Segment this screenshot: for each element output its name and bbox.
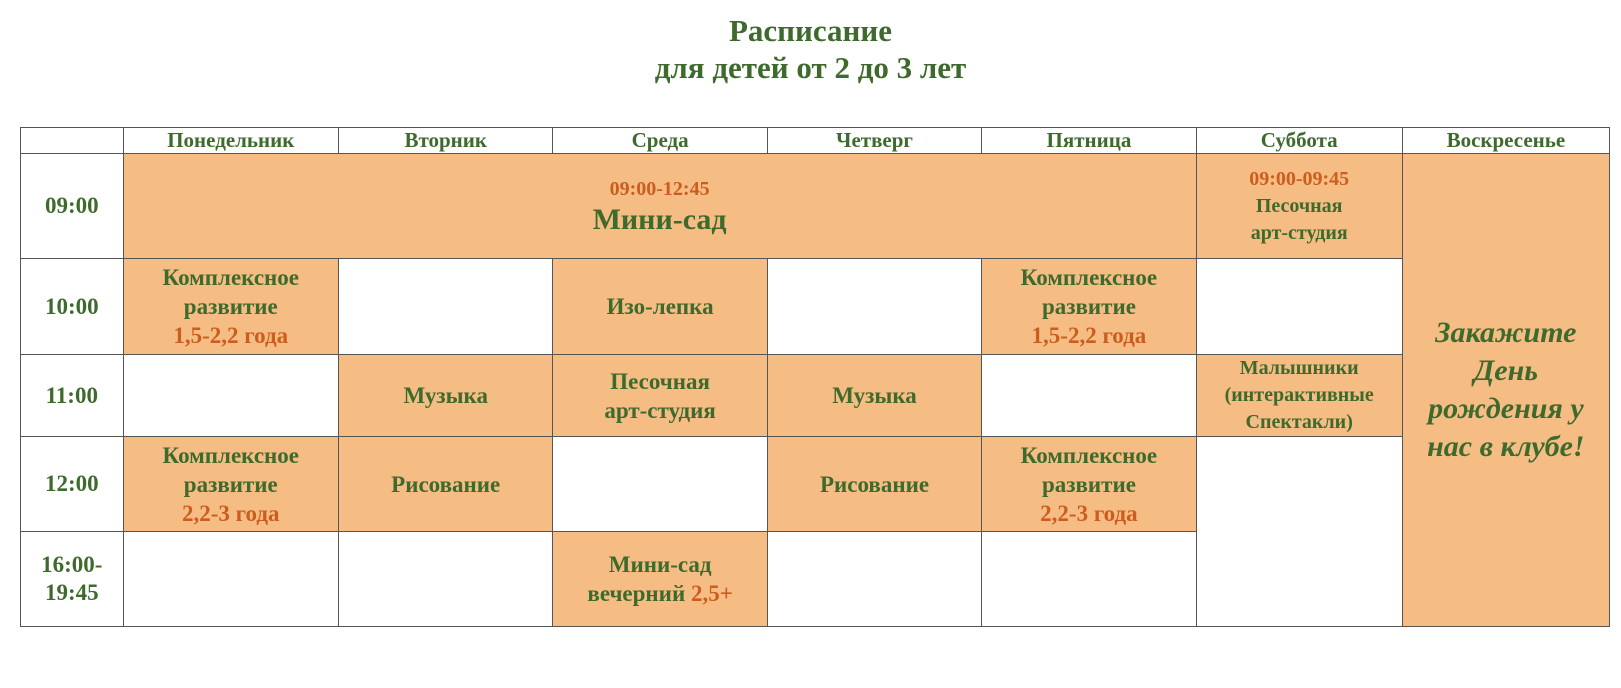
friday-1000-cell bbox=[982, 259, 1196, 355]
tuesday-1000-cell bbox=[339, 259, 553, 355]
day-header-thursday: Четверг bbox=[767, 128, 981, 154]
wednesday-1100-cell bbox=[553, 355, 767, 437]
monday-1200-cell bbox=[123, 437, 338, 532]
page-title bbox=[0, 12, 1621, 86]
row-1100 bbox=[21, 355, 1610, 437]
time-cell-1100: 11:00 bbox=[21, 355, 124, 437]
friday-1600-cell bbox=[982, 532, 1196, 627]
row-0900 bbox=[21, 154, 1610, 259]
wednesday-1600-age: 2,5+ bbox=[690, 581, 733, 606]
title-line-2: для детей от 2 до 3 лет bbox=[654, 50, 967, 85]
saturday-1100-line2: (интерактивные bbox=[1224, 384, 1374, 406]
monday-1100-cell bbox=[123, 355, 338, 437]
wednesday-1600-line1: Мини-сад bbox=[608, 552, 712, 577]
friday-1000-line1: Комплексное bbox=[1020, 265, 1158, 290]
corner-cell bbox=[21, 128, 124, 154]
time-1600-end: 19:45 bbox=[44, 580, 99, 605]
friday-1000-line2: развитие bbox=[1041, 294, 1136, 319]
promo-line-4: нас в клубе! bbox=[1427, 430, 1585, 463]
day-header-friday: Пятница bbox=[982, 128, 1196, 154]
saturday-1000-cell bbox=[1196, 259, 1402, 355]
saturday-1100-line1: Малышники bbox=[1239, 357, 1359, 379]
day-header-wednesday: Среда bbox=[553, 128, 767, 154]
sunday-promo-cell bbox=[1402, 154, 1609, 627]
wednesday-1600-line2-text: вечерний bbox=[587, 581, 686, 606]
monday-1000-cell bbox=[123, 259, 338, 355]
wednesday-1200-cell bbox=[553, 437, 767, 532]
wednesday-1600-line2 bbox=[553, 579, 766, 608]
promo-line-2: День bbox=[1473, 354, 1538, 387]
time-cell-1200: 12:00 bbox=[21, 437, 124, 532]
tuesday-1100-cell: Музыка bbox=[339, 355, 553, 437]
tuesday-1600-cell bbox=[339, 532, 553, 627]
monday-1200-age: 2,2-3 года bbox=[182, 500, 280, 526]
row-1200 bbox=[21, 437, 1610, 532]
thursday-1600-cell bbox=[767, 532, 981, 627]
saturday-0900-time: 09:00-09:45 bbox=[1249, 167, 1350, 190]
day-header-monday: Понедельник bbox=[123, 128, 338, 154]
tuesday-1200-cell: Рисование bbox=[339, 437, 553, 532]
time-1600-start: 16:00- bbox=[41, 552, 103, 577]
day-header-tuesday: Вторник bbox=[339, 128, 553, 154]
monday-1000-age: 1,5-2,2 года bbox=[173, 323, 289, 348]
wednesday-1600-cell bbox=[553, 532, 767, 627]
time-cell-1600 bbox=[21, 532, 124, 627]
friday-1000-age: 1,5-2,2 года bbox=[1031, 323, 1147, 348]
time-cell-1000: 10:00 bbox=[21, 259, 124, 355]
wednesday-1000-cell: Изо-лепка bbox=[553, 259, 767, 355]
thursday-1100-cell: Музыка bbox=[767, 355, 981, 437]
promo-line-3: рождения у bbox=[1428, 392, 1584, 425]
promo-line-1: Закажите bbox=[1435, 316, 1577, 349]
monday-1600-cell bbox=[123, 532, 338, 627]
minisad-cell bbox=[123, 154, 1196, 259]
friday-1100-cell bbox=[982, 355, 1196, 437]
wednesday-1100-line1: Песочная bbox=[610, 368, 710, 394]
friday-1200-age: 2,2-3 года bbox=[1040, 500, 1138, 526]
monday-1000-line2: развитие bbox=[183, 294, 278, 319]
thursday-1000-cell bbox=[767, 259, 981, 355]
friday-1200-line1: Комплексное bbox=[1020, 442, 1158, 468]
thursday-1200-cell: Рисование bbox=[767, 437, 981, 532]
header-row bbox=[21, 128, 1610, 154]
friday-1200-cell bbox=[982, 437, 1196, 532]
saturday-0900-cell bbox=[1196, 154, 1402, 259]
row-1000 bbox=[21, 259, 1610, 355]
saturday-0900-line1: Песочная bbox=[1255, 194, 1343, 217]
time-cell-0900: 09:00 bbox=[21, 154, 124, 259]
saturday-0900-line2: арт-студия bbox=[1250, 221, 1348, 244]
day-header-saturday: Суббота bbox=[1196, 128, 1402, 154]
minisad-name: Мини-сад bbox=[592, 202, 727, 236]
monday-1200-line1: Комплексное bbox=[162, 442, 300, 468]
monday-1200-line2: развитие bbox=[183, 471, 278, 497]
minisad-time: 09:00-12:45 bbox=[609, 177, 710, 200]
saturday-1100-cell bbox=[1196, 355, 1402, 437]
friday-1200-line2: развитие bbox=[1041, 471, 1136, 497]
day-header-sunday: Воскресенье bbox=[1402, 128, 1609, 154]
wednesday-1100-line2: арт-студия bbox=[604, 397, 716, 423]
saturday-1100-line3: Спектакли) bbox=[1245, 411, 1353, 433]
monday-1000-line1: Комплексное bbox=[162, 265, 300, 290]
saturday-1200-cell bbox=[1196, 437, 1402, 627]
title-line-1: Расписание bbox=[728, 13, 893, 48]
schedule-table bbox=[20, 127, 1610, 627]
